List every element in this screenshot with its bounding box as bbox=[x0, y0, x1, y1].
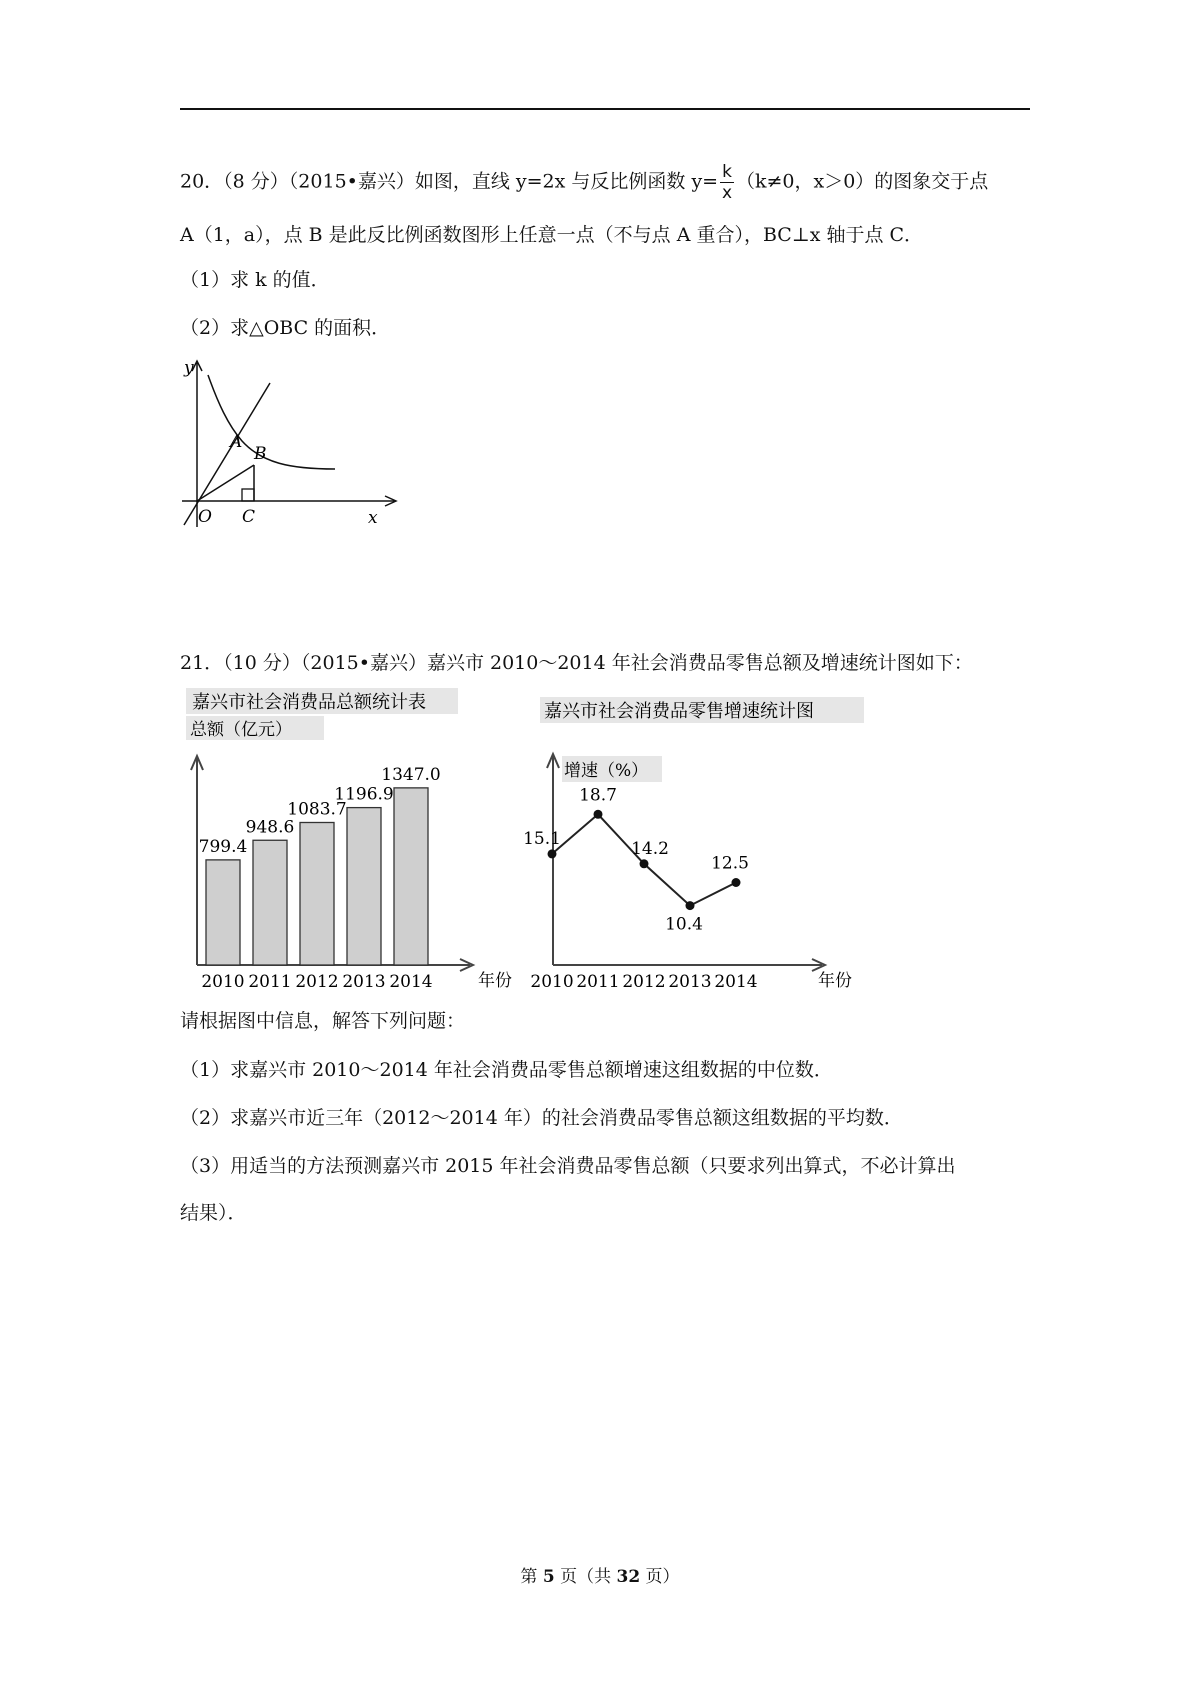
growth-point-2012 bbox=[640, 859, 649, 868]
q20-part2: （2）求△OBC 的面积． bbox=[180, 317, 391, 339]
line-chart-title: 嘉兴市社会消费品零售增速统计图 bbox=[544, 701, 814, 722]
growth-point-2013 bbox=[686, 901, 695, 910]
bar-2013 bbox=[347, 808, 381, 965]
segment-ob bbox=[197, 465, 254, 501]
growth-value-label-2011: 18.7 bbox=[579, 785, 617, 806]
q20-part1: （1）求 k 的值． bbox=[180, 269, 330, 291]
line-x-tick-2014: 2014 bbox=[714, 972, 758, 992]
bar-chart-ylabel: 总额（亿元） bbox=[190, 720, 292, 740]
growth-value-label-2012: 14.2 bbox=[631, 838, 669, 859]
q20-figure bbox=[170, 355, 420, 535]
bar-2010 bbox=[206, 860, 240, 965]
q21-part1: （1）求嘉兴市 2010～2014 年社会消费品零售总额增速这组数据的中位数． bbox=[180, 1059, 833, 1081]
line-x-tick-2011: 2011 bbox=[576, 972, 620, 992]
label-b: B bbox=[254, 444, 267, 464]
bar-x-tick-2011: 2011 bbox=[248, 972, 292, 992]
line-chart-growth-rate bbox=[523, 688, 875, 998]
bar-2014 bbox=[394, 788, 428, 965]
fraction-numerator: k bbox=[722, 162, 732, 182]
bar-value-label-2011: 948.6 bbox=[245, 817, 295, 838]
footer-post: 页） bbox=[640, 1567, 680, 1587]
bar-x-tick-2014: 2014 bbox=[389, 972, 433, 992]
q20-line2: A（1，a），点 B 是此反比例函数图形上任意一点（不与点 A 重合），BC⊥x 轴于点 C． bbox=[180, 224, 924, 246]
bar-chart-retail-total bbox=[180, 688, 525, 993]
line-chart-marks bbox=[523, 785, 758, 992]
bar-2012 bbox=[300, 822, 334, 965]
growth-point-2014 bbox=[732, 878, 741, 887]
bar-value-label-2012: 1083.7 bbox=[287, 799, 347, 820]
bar-value-label-2010: 799.4 bbox=[198, 836, 248, 857]
fraction-denominator: x bbox=[722, 183, 733, 203]
footer-page-number: 5 bbox=[542, 1567, 555, 1587]
fraction-k-over-x bbox=[720, 162, 734, 203]
label-o: O bbox=[198, 507, 212, 527]
line-x-tick-2010: 2010 bbox=[530, 972, 574, 992]
line-x-tick-2012: 2012 bbox=[622, 972, 666, 992]
label-x: x bbox=[368, 508, 378, 528]
bar-chart-marks bbox=[199, 765, 441, 992]
footer-pre: 第 bbox=[520, 1567, 543, 1587]
bar-x-tick-2013: 2013 bbox=[342, 972, 386, 992]
footer-mid: 页（共 bbox=[554, 1567, 617, 1587]
label-c: C bbox=[242, 507, 256, 527]
line-chart-xlabel: 年份 bbox=[818, 971, 852, 991]
bar-chart-title: 嘉兴市社会消费品总额统计表 bbox=[192, 692, 426, 713]
bar-value-label-2013: 1196.9 bbox=[334, 784, 394, 805]
line-chart-ylabel: 增速（%） bbox=[564, 761, 649, 781]
q21-part3-line2: 结果）． bbox=[180, 1202, 247, 1224]
footer-total-pages: 32 bbox=[616, 1567, 641, 1587]
bar-x-tick-2012: 2012 bbox=[295, 972, 339, 992]
page-footer bbox=[0, 1562, 1200, 1587]
growth-point-2010 bbox=[548, 849, 557, 858]
bar-chart-xlabel: 年份 bbox=[478, 971, 512, 991]
q21-part2: （2）求嘉兴市近三年（2012～2014 年）的社会消费品零售总额这组数据的平均数． bbox=[180, 1107, 903, 1129]
growth-value-label-2013: 10.4 bbox=[665, 914, 703, 935]
right-angle-marker bbox=[242, 489, 254, 501]
growth-point-2011 bbox=[594, 810, 603, 819]
q21-part3-line1: （3）用适当的方法预测嘉兴市 2015 年社会消费品零售总额（只要求列出算式，不必计算出 bbox=[180, 1155, 956, 1177]
q20-line1-post: （k≠0，x＞0）的图象交于点 bbox=[735, 170, 989, 193]
bar-x-tick-2010: 2010 bbox=[201, 972, 245, 992]
growth-value-label-2014: 12.5 bbox=[711, 853, 749, 874]
q20-line1-pre: 20．（8 分）（2015•嘉兴）如图，直线 y=2x 与反比例函数 y= bbox=[180, 170, 719, 193]
label-y: y bbox=[184, 358, 194, 378]
line-x-tick-2013: 2013 bbox=[668, 972, 712, 992]
growth-value-label-2010: 15.1 bbox=[523, 828, 561, 849]
bar-2011 bbox=[253, 840, 287, 965]
header-rule bbox=[180, 108, 1030, 110]
q21-intro: 请根据图中信息，解答下列问题： bbox=[180, 1010, 466, 1032]
label-a: A bbox=[230, 432, 243, 452]
q20-line1 bbox=[180, 162, 988, 203]
bar-value-label-2014: 1347.0 bbox=[381, 764, 441, 785]
q21-line1: 21．（10 分）（2015•嘉兴）嘉兴市 2010～2014 年社会消费品零售总额及增速统计图如下： bbox=[180, 652, 973, 674]
